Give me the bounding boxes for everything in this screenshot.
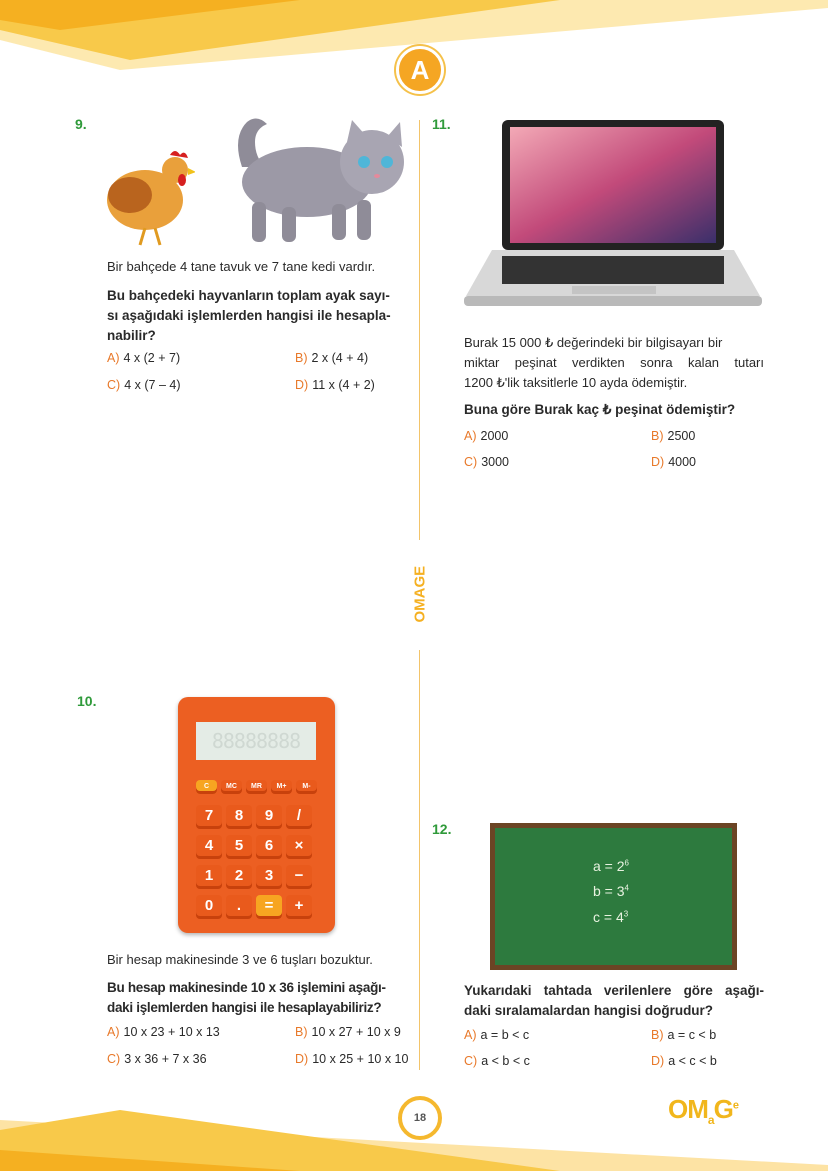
calculator-key: 6 [256,835,282,859]
question-number: 12. [432,821,452,837]
column-divider [419,650,420,1070]
option-letter: D) [651,1054,665,1068]
question-prompt: nabilir? [107,328,156,343]
question-text: miktar peşinat verdikten sonra kalan tutarı [464,355,764,370]
option-letter: A) [107,1025,120,1039]
calculator-key: 8 [226,805,252,829]
question-text: 1200 ₺'lik taksitlerle 10 ayda ödemiştir. [464,375,688,390]
option-letter: D) [651,455,665,469]
option-a[interactable] [107,1025,220,1039]
question-text: Bir bahçede 4 tane tavuk ve 7 tane kedi vardır. [107,259,376,274]
calculator-key: 1 [196,865,222,889]
page-number: 18 [398,1096,442,1140]
question-prompt: Yukarıdaki tahtada verilenlere göre aşağı- [464,983,764,998]
board-line: $b = 3^4$ [593,883,629,899]
calculator-key: M- [296,780,317,794]
option-value: 11 x (4 + 2) [312,378,375,392]
option-d[interactable] [651,455,696,469]
calculator-image [178,697,335,933]
option-a[interactable] [464,1028,529,1042]
brand-logo: $OM_aG^e$ [668,1094,738,1128]
option-letter: C) [464,1054,478,1068]
calculator-key: 2 [226,865,252,889]
option-letter: B) [651,1028,664,1042]
option-letter: A) [464,429,477,443]
calculator-key: MC [221,780,242,794]
option-letter: D) [295,378,309,392]
option-value: 10 x 27 + 10 x 9 [311,1025,401,1039]
option-value: 3 x 36 + 7 x 36 [124,1052,207,1066]
option-d[interactable] [295,378,375,392]
option-value: 10 x 23 + 10 x 13 [123,1025,220,1039]
calculator-key: 5 [226,835,252,859]
option-value: 10 x 25 + 10 x 10 [312,1052,409,1066]
board-line: $c = 4^3$ [593,909,629,925]
option-a[interactable] [464,429,508,443]
laptop-image [462,118,764,314]
option-letter: A) [107,351,120,365]
option-letter: A) [464,1028,477,1042]
calculator-key: = [256,895,282,919]
question-text: Bir hesap makinesinde 3 ve 6 tuşları bozuktur. [107,952,373,967]
option-value: 4000 [668,455,697,469]
option-value: 4 x (2 + 7) [123,351,181,365]
question-number: 9. [75,116,87,132]
option-letter: C) [107,378,121,392]
question-number: 10. [77,693,97,709]
column-divider [419,120,420,540]
option-letter: D) [295,1052,309,1066]
question-prompt: Buna göre Burak kaç ₺ peşinat ödemiştir? [464,402,736,417]
question-text: Burak 15 000 ₺ değerindeki bir bilgisayarı bir [464,335,723,350]
option-d[interactable] [295,1052,408,1066]
option-letter: B) [295,1025,308,1039]
option-b[interactable] [295,1025,401,1039]
calculator-display: 88888888 [196,722,316,760]
calculator-key: MR [246,780,267,794]
option-value: 2500 [667,429,696,443]
side-brand: OMAGE [411,565,429,623]
question-prompt: daki sıralamalardan hangisi doğrudur? [464,1003,714,1018]
question-prompt: daki işlemlerden hangisi ile hesaplayabiliriz? [107,1000,382,1015]
calculator-key: / [286,805,312,829]
option-d[interactable] [651,1054,717,1068]
option-c[interactable] [107,378,180,392]
calculator-key: 7 [196,805,222,829]
calculator-key: . [226,895,252,919]
option-c[interactable] [464,455,509,469]
chalkboard-image [490,823,737,970]
option-b[interactable] [651,429,695,443]
option-value: 3000 [481,455,510,469]
option-c[interactable] [464,1054,530,1068]
option-b[interactable] [651,1028,716,1042]
question-prompt: Bu bahçedeki hayvanların toplam ayak sayı- [107,288,390,303]
option-a[interactable] [107,351,180,365]
option-value: a < b < c [481,1054,530,1068]
option-letter: B) [295,351,308,365]
calculator-key: M+ [271,780,292,794]
option-letter: C) [464,455,478,469]
option-c[interactable] [107,1052,207,1066]
option-value: a = b < c [480,1028,530,1042]
calculator-key: 0 [196,895,222,919]
option-value: a = c < b [667,1028,717,1042]
option-value: 4 x (7 – 4) [124,378,181,392]
option-letter: B) [651,429,664,443]
question-number: 11. [432,116,451,132]
option-b[interactable] [295,351,368,365]
booklet-badge: A [396,46,444,94]
question-prompt: Bu hesap makinesinde 10 x 36 işlemini aşağı- [107,980,386,995]
option-letter: C) [107,1052,121,1066]
calculator-key: × [286,835,312,859]
calculator-key: 9 [256,805,282,829]
calculator-key: − [286,865,312,889]
calculator-key: 4 [196,835,222,859]
calculator-key: + [286,895,312,919]
calculator-key: 3 [256,865,282,889]
cat-image [222,112,410,250]
calculator-key: C [196,780,217,794]
option-value: 2000 [480,429,509,443]
option-value: 2 x (4 + 4) [311,351,369,365]
chicken-image [100,140,195,250]
question-prompt: sı aşağıdaki işlemlerden hangisi ile hesapla- [107,308,391,323]
option-value: a < c < b [668,1054,717,1068]
board-line: $a = 2^6$ [593,858,629,874]
